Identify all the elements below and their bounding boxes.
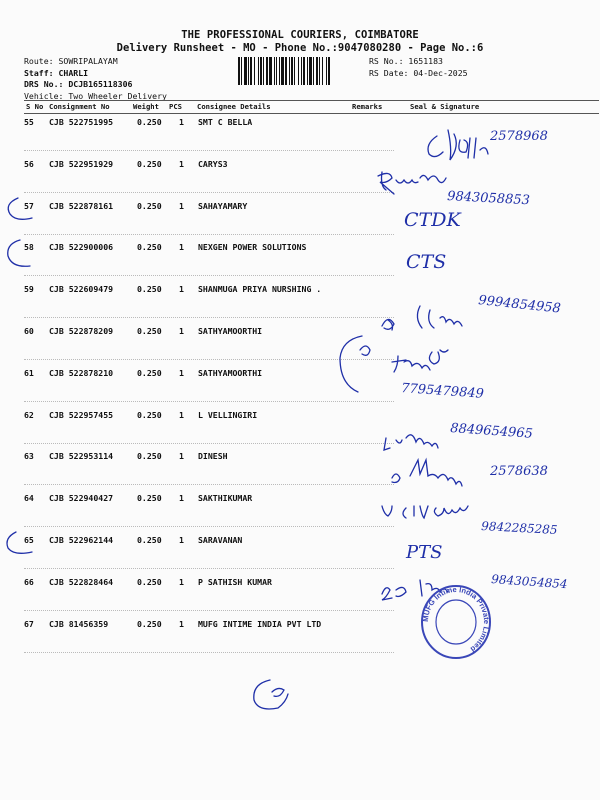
row-divider — [24, 192, 394, 193]
barcode-bar — [269, 57, 272, 85]
col-remarks: Remarks — [352, 102, 383, 111]
row-weight: 0.250 — [137, 159, 162, 169]
row-consignment: CJB 522751995 — [49, 117, 114, 127]
row-consignee: SHANMUGA PRIYA NURSHING . — [198, 284, 322, 294]
row-weight: 0.250 — [137, 493, 162, 503]
barcode-bar — [313, 57, 314, 85]
table-row — [0, 451, 600, 465]
row-sno: 61 — [24, 368, 34, 378]
row-sno: 62 — [24, 410, 34, 420]
row-pcs: 1 — [179, 535, 184, 545]
phone-56: 9843058853 — [446, 189, 531, 209]
row-divider — [24, 526, 394, 527]
row-consignee: SMT C BELLA — [198, 117, 253, 127]
barcode-bar — [238, 57, 240, 85]
circle-mark — [340, 336, 370, 392]
barcode-bar — [263, 57, 264, 85]
row-pcs: 1 — [179, 493, 184, 503]
barcode-bar — [285, 57, 287, 85]
row-sno: 57 — [24, 201, 34, 211]
row-pcs: 1 — [179, 451, 184, 461]
header-top-rule — [24, 100, 599, 101]
row-consignee: L VELLINGIRI — [198, 410, 258, 420]
company-title: THE PROFESSIONAL COURIERS, COIMBATORE — [181, 29, 419, 41]
staff-label: Staff: CHARLI — [24, 67, 89, 78]
row-pcs: 1 — [179, 117, 184, 127]
sig-58: CTS — [406, 251, 447, 273]
row-sno: 64 — [24, 493, 34, 503]
row-weight: 0.250 — [137, 410, 162, 420]
table-row — [0, 577, 600, 591]
barcode-bar — [241, 57, 242, 85]
row-pcs: 1 — [179, 410, 184, 420]
rs-number: RS No.: 1651183 — [369, 56, 443, 66]
barcode-bar — [244, 57, 247, 85]
table-row — [0, 368, 600, 382]
row-weight: 0.250 — [137, 535, 162, 545]
row-sno: 67 — [24, 619, 34, 629]
barcode-bar — [298, 57, 299, 85]
barcode-bar — [326, 57, 327, 85]
row-divider — [24, 359, 394, 360]
row-consignment: CJB 522957455 — [49, 410, 114, 420]
barcode-bar — [309, 57, 312, 85]
row-sno: 56 — [24, 159, 34, 169]
row-weight: 0.250 — [137, 451, 162, 461]
phone-61: 7795479849 — [400, 381, 485, 402]
row-consignment: CJB 522940427 — [49, 493, 114, 503]
barcode-bar — [303, 57, 305, 85]
row-divider — [24, 443, 394, 444]
row-pcs: 1 — [179, 577, 184, 587]
table-row — [0, 493, 600, 507]
phone-63: 2578638 — [490, 464, 548, 479]
signature-scribble — [378, 172, 446, 194]
row-consignment: CJB 522953114 — [49, 451, 114, 461]
row-weight: 0.250 — [137, 117, 162, 127]
runsheet-subtitle: Delivery Runsheet - MO - Phone No.:9047080280 - Page No.:6 — [116, 42, 484, 54]
barcode-bar — [250, 57, 252, 85]
row-consignment: CJB 522609479 — [49, 284, 114, 294]
route-info-block — [24, 56, 167, 102]
row-pcs: 1 — [179, 159, 184, 169]
row-consignee: CARYS3 — [198, 159, 228, 169]
row-consignee: DINESH — [198, 451, 228, 461]
barcode-bar — [279, 57, 280, 85]
row-consignee: SATHYAMOORTHI — [198, 368, 263, 378]
barcode-bar — [266, 57, 268, 85]
row-weight: 0.250 — [137, 368, 162, 378]
barcode-bar — [328, 57, 330, 85]
row-consignee: P SATHISH KUMAR — [198, 577, 272, 587]
phone-66: 9843054854 — [490, 572, 568, 592]
phone-62: 8849654965 — [449, 421, 534, 442]
phone-64: 9842285285 — [480, 519, 558, 537]
rs-date: RS Date: 04-Dec-2025 — [369, 67, 468, 78]
drs-number: DRS No.: DCJB165118306 — [24, 79, 133, 89]
row-divider — [24, 610, 394, 611]
row-consignee: SARAVANAN — [198, 535, 243, 545]
barcode-bar — [276, 57, 277, 85]
row-divider — [24, 275, 394, 276]
row-weight: 0.250 — [137, 619, 162, 629]
rs-info-block — [369, 56, 468, 79]
barcode-bar — [281, 57, 284, 85]
col-signature: Seal & Signature — [410, 102, 480, 111]
row-weight: 0.250 — [137, 326, 162, 336]
row-weight: 0.250 — [137, 284, 162, 294]
col-consignment: Consignment No — [49, 102, 110, 111]
row-consignee: SAHAYAMARY — [198, 201, 248, 211]
row-sno: 66 — [24, 577, 34, 587]
barcode-bar — [274, 57, 275, 85]
header-bottom-rule — [24, 113, 599, 114]
row-sno: 58 — [24, 242, 34, 252]
row-consignment: CJB 522878209 — [49, 326, 114, 336]
row-consignee: SAKTHIKUMAR — [198, 493, 253, 503]
row-pcs: 1 — [179, 368, 184, 378]
row-consignee: SATHYAMOORTHI — [198, 326, 263, 336]
table-row — [0, 410, 600, 424]
row-consignment: CJB 522951929 — [49, 159, 114, 169]
sig-57: CTDK — [404, 209, 461, 231]
row-consignment: CJB 522828464 — [49, 577, 114, 587]
col-consignee: Consignee Details — [197, 102, 271, 111]
table-row — [0, 619, 600, 633]
col-pcs: PCS — [169, 102, 182, 111]
row-consignment: CJB 522900006 — [49, 242, 114, 252]
circle-mark — [254, 680, 288, 709]
row-pcs: 1 — [179, 284, 184, 294]
row-sno: 55 — [24, 117, 34, 127]
row-sno: 59 — [24, 284, 34, 294]
barcode-bar — [319, 57, 320, 85]
route-label: Route: SOWRIPALAYAM — [24, 56, 118, 66]
table-row — [0, 326, 600, 340]
row-pcs: 1 — [179, 242, 184, 252]
row-divider — [24, 317, 394, 318]
barcode-bar — [289, 57, 290, 85]
row-sno: 65 — [24, 535, 34, 545]
barcode-bar — [260, 57, 262, 85]
row-pcs: 1 — [179, 201, 184, 211]
row-consignee: NEXGEN POWER SOLUTIONS — [198, 242, 307, 252]
row-divider — [24, 652, 394, 653]
row-consignment: CJB 522962144 — [49, 535, 114, 545]
sig-65: PTS — [406, 542, 443, 563]
row-consignment: CJB 522878210 — [49, 368, 114, 378]
row-divider — [24, 150, 394, 151]
phone-59: 9994854958 — [477, 293, 562, 317]
barcode-bar — [301, 57, 302, 85]
table-row — [0, 117, 600, 131]
row-divider — [24, 234, 394, 235]
table-row — [0, 535, 600, 549]
barcode-bar — [248, 57, 249, 85]
row-divider — [24, 568, 394, 569]
row-consignment: CJB 522878161 — [49, 201, 114, 211]
barcode-bar — [307, 57, 308, 85]
col-weight: Weight — [133, 102, 159, 111]
row-divider — [24, 484, 394, 485]
row-consignee: MUFG INTIME INDIA PVT LTD — [198, 619, 322, 629]
company-seal-stamp — [418, 580, 494, 660]
row-consignment: CJB 81456359 — [49, 619, 109, 629]
row-sno: 60 — [24, 326, 34, 336]
col-sno: S No — [26, 102, 44, 111]
barcode-bar — [291, 57, 293, 85]
table-row — [0, 159, 600, 173]
row-divider — [24, 401, 394, 402]
table-row — [0, 242, 600, 256]
row-weight: 0.250 — [137, 242, 162, 252]
barcode-bar — [258, 57, 259, 85]
row-sno: 63 — [24, 451, 34, 461]
table-row — [0, 201, 600, 215]
barcode-image — [238, 57, 365, 85]
signature-scribble — [382, 506, 468, 518]
row-pcs: 1 — [179, 326, 184, 336]
barcode-bar — [322, 57, 323, 85]
barcode-bar — [254, 57, 255, 85]
phone-55: 2578968 — [490, 129, 548, 144]
barcode-bar — [316, 57, 318, 85]
barcode-bar — [294, 57, 295, 85]
seal-text: MUFG Intime India Private Limited — [420, 584, 492, 654]
row-weight: 0.250 — [137, 201, 162, 211]
row-weight: 0.250 — [137, 577, 162, 587]
vehicle-label: Vehicle: Two Wheeler Delivery — [24, 90, 167, 101]
row-pcs: 1 — [179, 619, 184, 629]
table-row — [0, 284, 600, 298]
signature-scribble — [428, 130, 488, 160]
